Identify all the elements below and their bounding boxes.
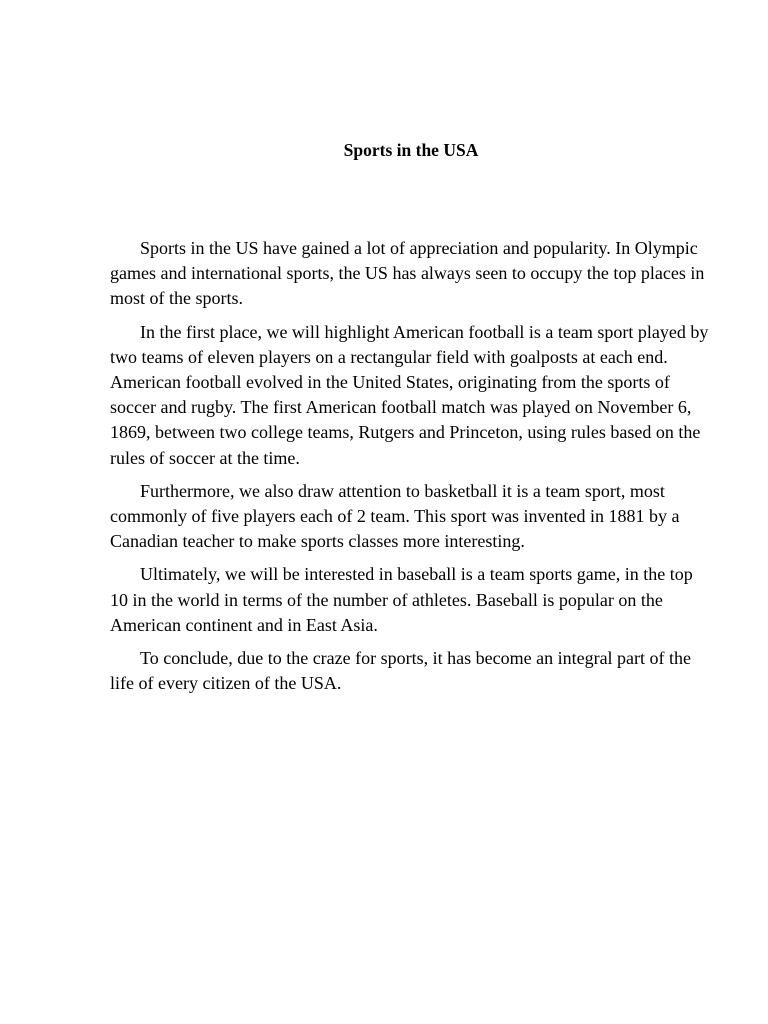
document-title: Sports in the USA bbox=[343, 140, 479, 160]
paragraph-baseball: Ultimately, we will be interested in baseball is a team sports game, in the top 10 in the world in terms of the number of athletes. Baseball is popular on the American continent and in East Asia. bbox=[110, 564, 693, 635]
document-body bbox=[110, 236, 710, 704]
paragraph-conclusion: To conclude, due to the craze for sports, it has become an integral part of the life of every citizen of the USA. bbox=[110, 648, 692, 694]
paragraph-basketball: Furthermore, we also draw attention to basketball it is a team sport, most commonly of five players each of 2 team. This sport was invented in 1881 by a Canadian teacher to make sports classes more interesting. bbox=[110, 480, 680, 552]
paragraph-intro: Sports in the US have gained a lot of appreciation and popularity. In Olympic games and international sports, the US has always seen to occupy the top places in most of the sports. bbox=[110, 238, 705, 309]
paragraph-american-football: In the first place, we will highlight American football is a team sport played by two teams of eleven players on a rectangular field with goalposts at each end. American football evolved in the United States, originating from the sports of soccer and rugby. The first American football match was played on November 6, 1869, between two college teams, Rutgers and Princeton, using rules based on the rules of soccer at the time. bbox=[110, 321, 709, 468]
